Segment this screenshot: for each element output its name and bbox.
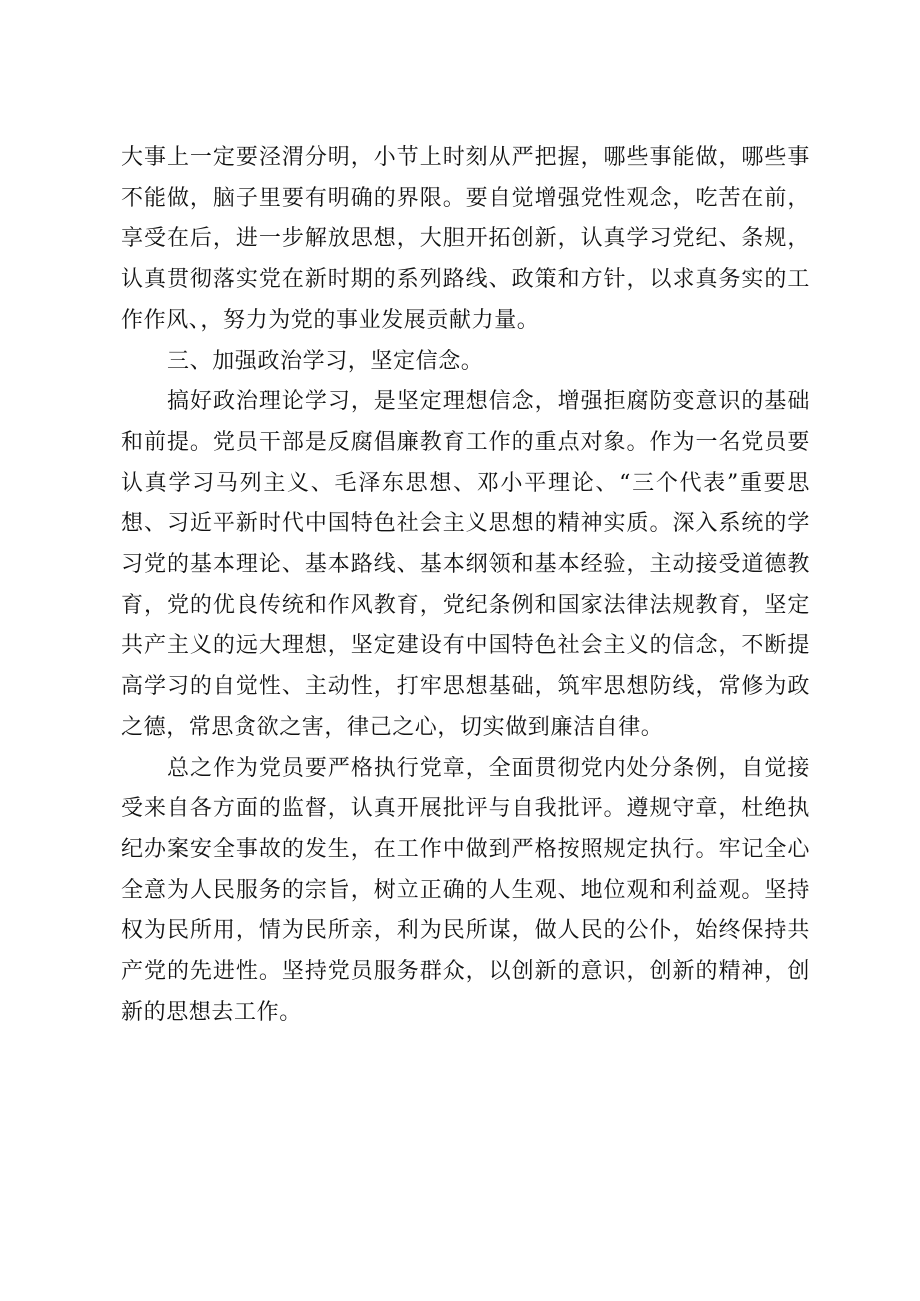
section-heading-3: 三、加强政治学习，坚定信念。 [167, 348, 484, 374]
paragraph-political-study: 搞好政治理论学习，是坚定理想信念，增强拒腐防变意识的基础和前提。党员干部是反腐倡廉教育工作的重点对象。作为一名党员要认真学习马列主义、毛泽东思想、邓小平理论、“三个代表”重要思想、习近平新时代中国特色社会主义思想的精神实质。深入系统的学习党的基本理论、基本路线、基本纲领和基本经验，主动接受道德教育，党的优良传统和作风教育，党纪条例和国家法律法规教育，坚定共产主义的远大理想，坚定建设有中国特色社会主义的信念，不断提高学习的自觉性、主动性，打牢思想基础，筑牢思想防线，常修为政之德，常思贪欲之害，律己之心，切实做到廉洁自律。 [121, 389, 810, 740]
paragraph-conclusion: 总之作为党员要严格执行党章，全面贯彻党内处分条例，自觉接受来自各方面的监督，认真开展批评与自我批评。遵规守章，杜绝执纪办案安全事故的发生，在工作中做到严格按照规定执行。牢记全心全意为人民服务的宗旨，树立正确的人生观、地位观和利益观。坚持权为民所用，情为民所亲，利为民所谋，做人民的公仆，始终保持共产党的先进性。坚持党员服务群众，以创新的意识，创新的精神，创新的思想去工作。 [121, 755, 810, 1025]
paragraph-continued: 大事上一定要泾渭分明，小节上时刻从严把握，哪些事能做，哪些事不能做，脑子里要有明确的界限。要自觉增强党性观念，吃苦在前，享受在后，进一步解放思想，大胆开拓创新，认真学习党纪、条规，认真贯彻落实党在新时期的系列路线、政策和方针，以求真务实的工作作风、，努力为党的事业发展贡献力量。 [121, 145, 810, 333]
document-page [121, 138, 810, 1033]
